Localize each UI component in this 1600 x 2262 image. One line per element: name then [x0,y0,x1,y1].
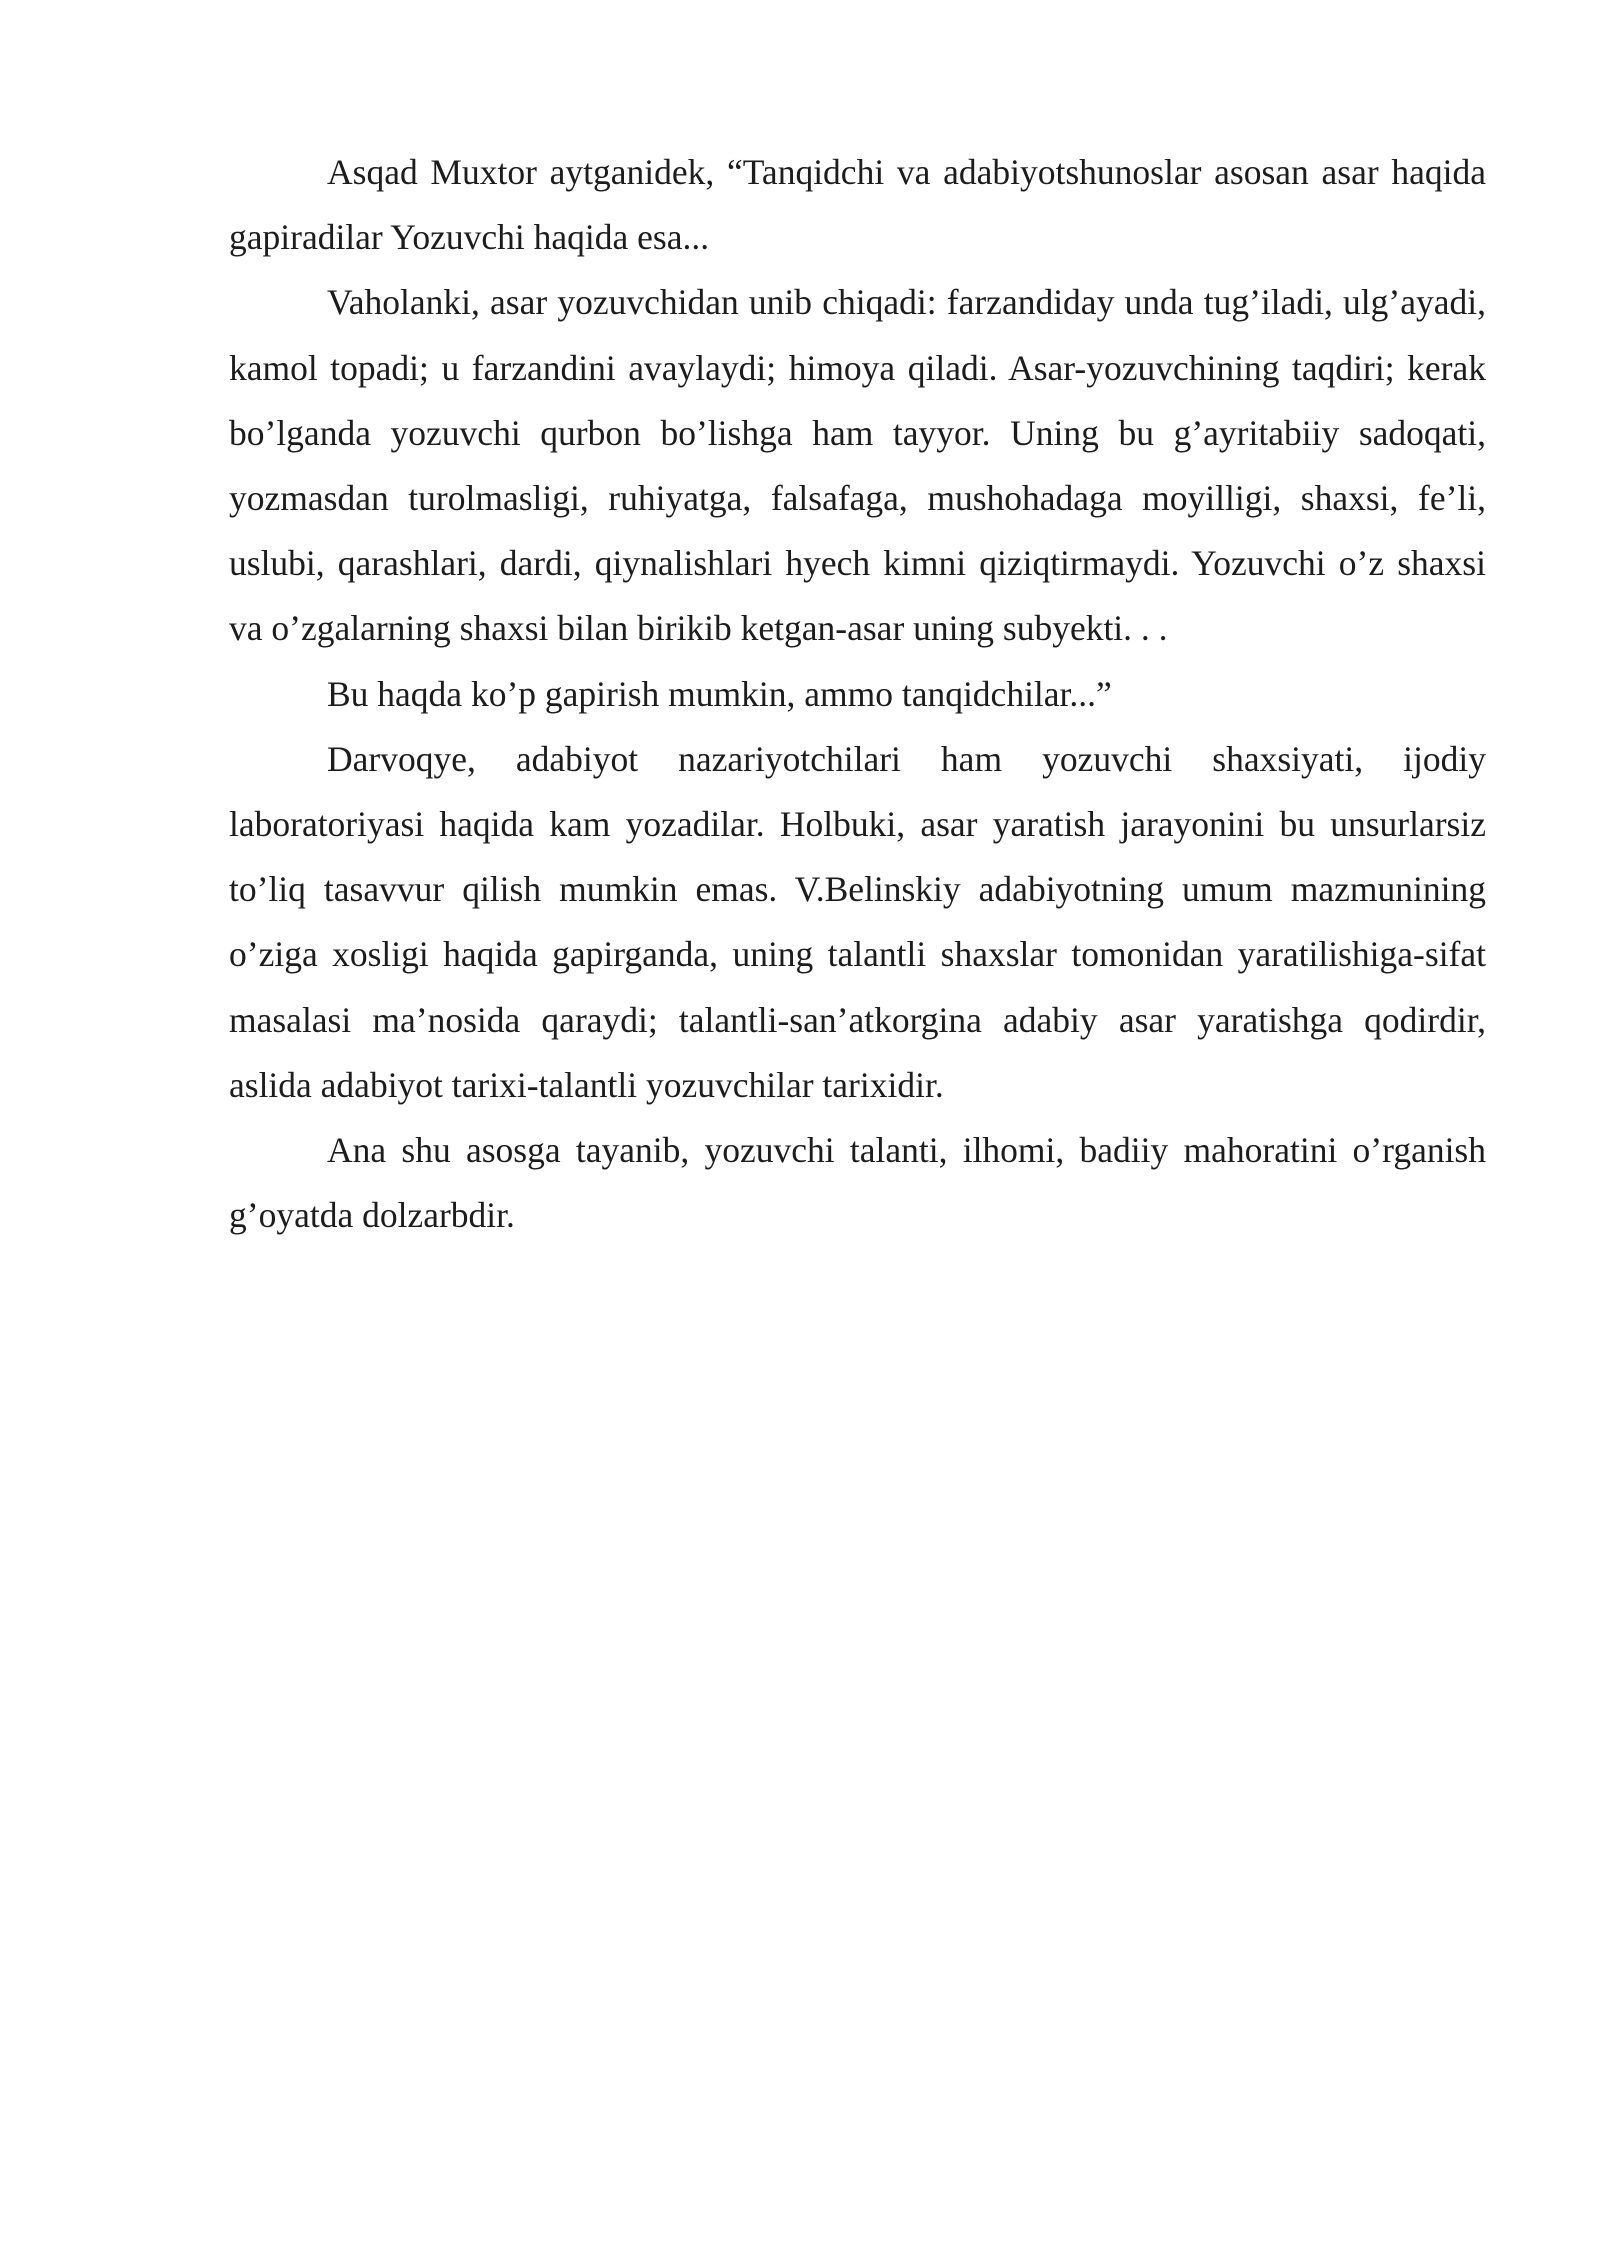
paragraph-5: Ana shu asosga tayanib, yozuvchi talanti, ilhomi, badiiy mahoratini o’rganish g’oyatda dolzarbdir. [229,1130,1486,1236]
paragraph-2: Vaholanki, asar yozuvchidan unib chiqadi: farzandiday unda tug’iladi, ulg’ayadi, kamol topadi; u farzandini avaylaydi; himoya qiladi. Asar-yozuvchining taqdiri; kerak bo’lganda yozuvchi qurbon bo’lishga ham tayyor. Uning bu g’ayritabiiy sadoqati, yozmasdan turolmasligi, ruhiyatga, falsafaga, mushohadaga moyilligi, shaxsi, fe’li, uslubi, qarashlari, dardi, qiynalishlari hyech kimni qiziqtirmaydi. Yozuvchi o’z shaxsi va o’zgalarning shaxsi bilan birikib ketgan-asar uning subyekti. . . [229,282,1486,649]
paragraph-3: Bu haqda ko’p gapirish mumkin, ammo tanqidchilar...” [327,673,1112,714]
paragraph-1: Asqad Muxtor aytganidek, “Tanqidchi va adabiyotshunoslar asosan asar haqida gapiradilar Yozuvchi haqida esa... [229,152,1486,258]
document-body [229,140,1486,1248]
paragraph-4: Darvoqye, adabiyot nazariyotchilari ham yozuvchi shaxsiyati, ijodiy laboratoriyasi haqida kam yozadilar. Holbuki, asar yaratish jarayonini bu unsurlarsiz to’liq tasavvur qilish mumkin emas. V.Belinskiy adabiyotning umum mazmunining o’ziga xosligi haqida gapirganda, uning talantli shaxslar tomonidan yaratilishiga-sifat masalasi ma’nosida qaraydi; talantli-san’atkorgina adabiy asar yaratishga qodirdir, aslida adabiyot tarixi-talantli yozuvchilar tarixidir. [229,738,1486,1105]
